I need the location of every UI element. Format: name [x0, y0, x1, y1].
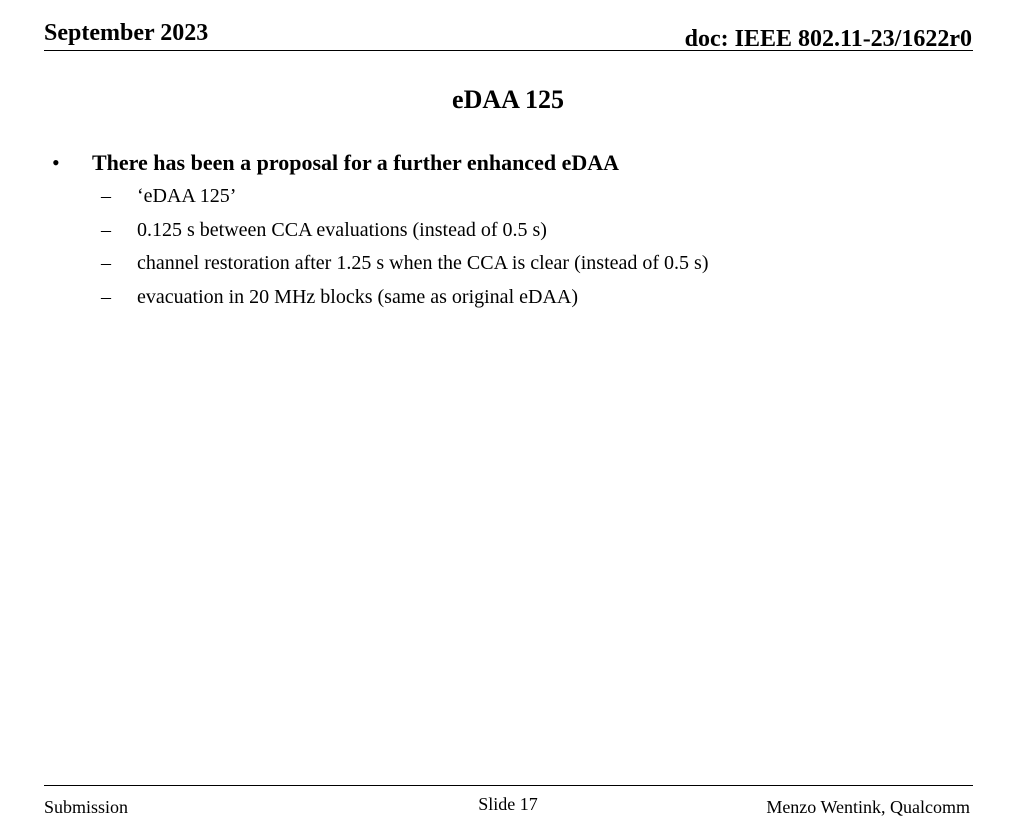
sub-bullet-marker: – [101, 218, 111, 241]
sub-bullet-item [52, 247, 972, 281]
sub-bullet-marker: – [101, 185, 111, 207]
sub-bullet-item [52, 281, 972, 315]
sub-bullet-item [52, 214, 972, 248]
sub-bullet-marker: – [101, 285, 111, 308]
sub-bullet-marker: – [101, 252, 111, 274]
footer-submission: Submission [44, 797, 129, 817]
bullet-marker: • [52, 150, 60, 175]
sub-bullet-text: ‘eDAA 125’ [137, 185, 237, 207]
sub-bullet-text: evacuation in 20 MHz blocks (same as original eDAA) [137, 285, 578, 308]
footer-divider [44, 785, 973, 786]
sub-bullet-text: channel restoration after 1.25 s when the CCA is clear (instead of 0.5 s) [137, 252, 709, 274]
header-doc-id: doc: IEEE 802.11-23/1622r0 [684, 26, 972, 52]
slide-content [52, 146, 972, 314]
sub-bullet-item [52, 180, 972, 214]
slide-title: eDAA 125 [452, 85, 564, 114]
footer-author: Menzo Wentink, Qualcomm [766, 797, 970, 817]
sub-bullet-list [52, 180, 972, 314]
bullet-text: There has been a proposal for a further enhanced eDAA [92, 150, 619, 175]
footer-slide-number: Slide 17 [478, 794, 538, 814]
header-date: September 2023 [44, 20, 209, 46]
bullet-item [52, 146, 972, 180]
sub-bullet-text: 0.125 s between CCA evaluations (instead of 0.5 s) [137, 218, 547, 241]
header-divider [44, 50, 973, 51]
